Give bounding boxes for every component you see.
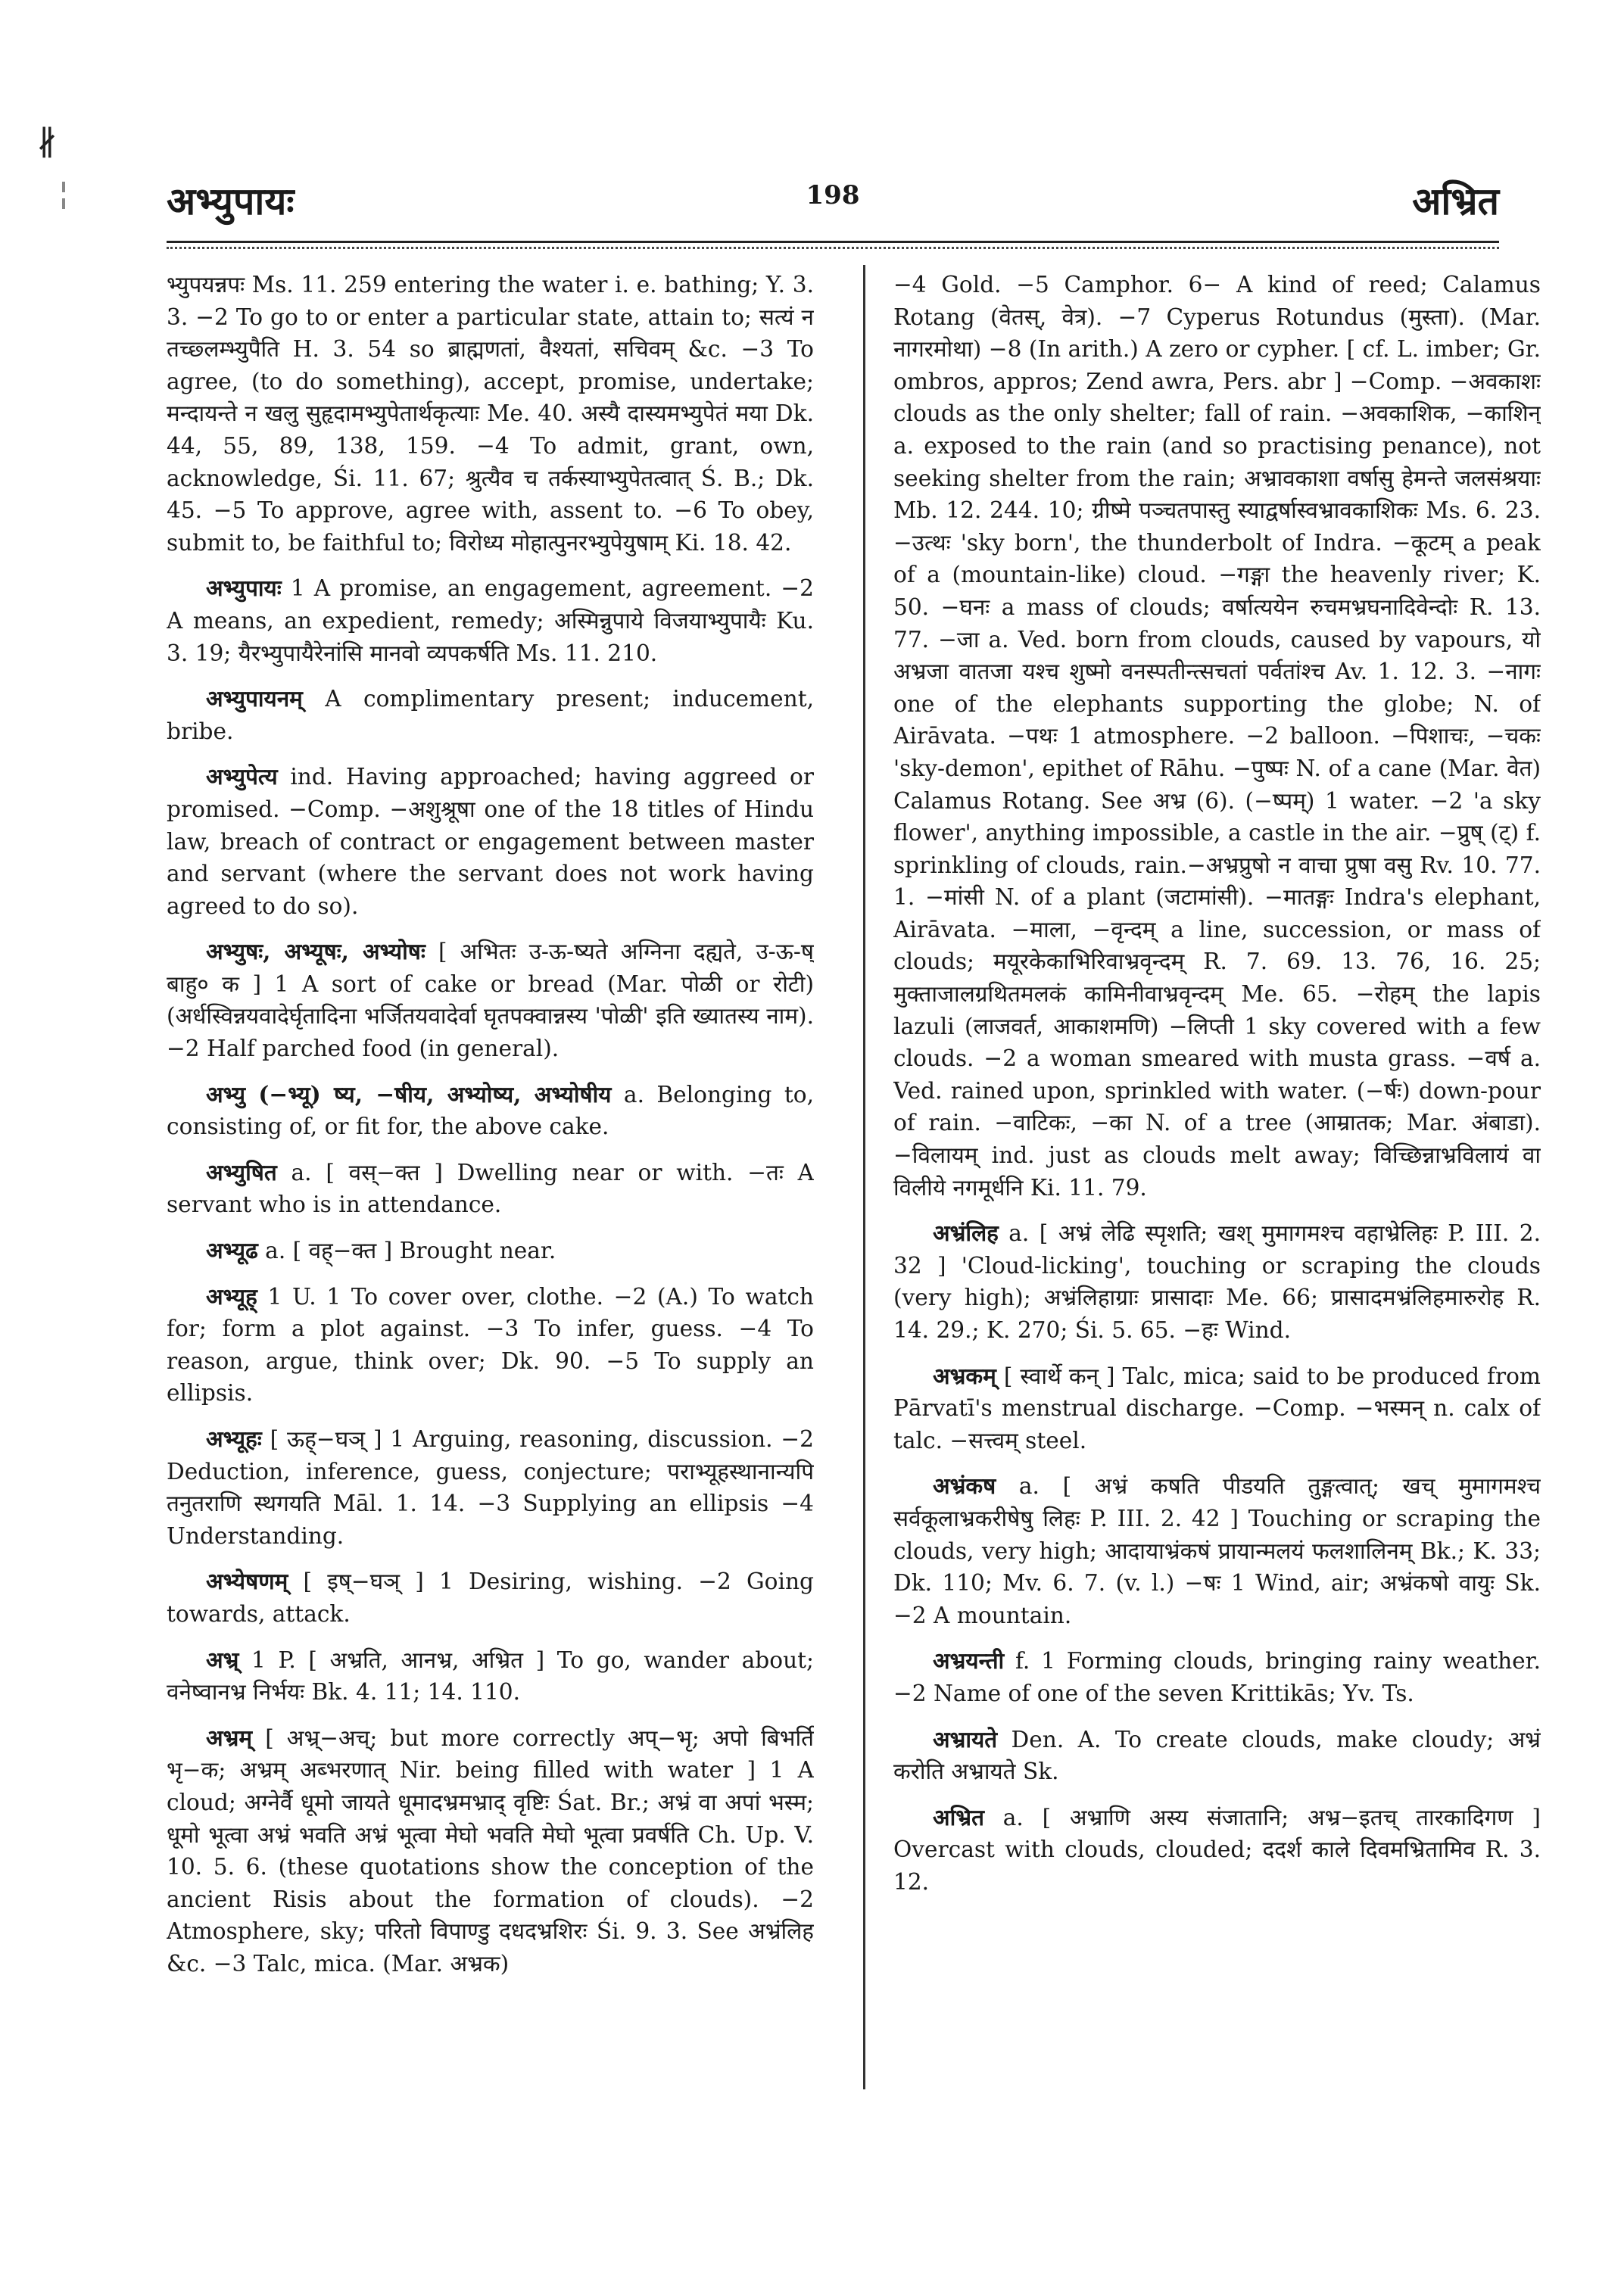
dictionary-entry <box>167 1722 814 1980</box>
entry-headword: अभ्यु (−भ्यू) ष्य, −षीय, अभ्योष्य, अभ्योषीय <box>206 1080 612 1108</box>
entry-headword: अभ्युपायनम् <box>206 685 303 712</box>
entry-text: a. [ अभ्राणि अस्य संजातानि; अभ्र−इतच् तारकादिगण ] Overcast with clouds, clouded; ददर्श काले दिवमभ्रितामिव R. 3. 12. <box>893 1804 1541 1895</box>
dictionary-entry <box>167 1566 814 1630</box>
entry-headword: अभ्रायते <box>933 1725 998 1752</box>
dictionary-entry <box>167 1157 814 1221</box>
entry-text: 1 U. 1 To cover over, clothe. −2 (A.) To watch for; form a plot against. −3 To infer, guess. −4 To reason, argue, think over; Dk. 90. −5 To supply an ellipsis. <box>167 1283 814 1407</box>
left-running-headword: अभ्युपायः <box>167 179 295 223</box>
dictionary-entry <box>893 1217 1541 1346</box>
entry-text: [ ऊह्−घञ् ] 1 Arguing, reasoning, discussion. −2 Deduction, inference, guess, conjecture; पराभ्यूहस्थानान्यपि तनुतराणि स्थगयति Māl. 1. 14. −3 Supplying an ellipsis −4 Understanding. <box>167 1426 814 1549</box>
dictionary-entry <box>167 936 814 1064</box>
right-running-headword: अभ्रित <box>1412 179 1499 223</box>
left-column <box>167 269 814 2237</box>
dictionary-entry <box>167 1423 814 1552</box>
entry-text: a. Belonging to, consisting of, or fit for, the above cake. <box>167 1081 814 1140</box>
entry-text: a. [ वस्−क्त ] Dwelling near or with. −तः A servant who is in attendance. <box>167 1159 814 1218</box>
entry-text: A complimentary present; inducement, bribe. <box>167 686 814 744</box>
entry-text: भ्युपयन्नपः Ms. 11. 259 entering the water i. e. bathing; Y. 3. 3. −2 To go to or enter a particular state, attain to; सत्यं न तच्छ्लम्भ्युपैति H. 3. 54 so ब्राह्मणतां, वैश्यतां, सचिवम् &c. −3 To agree, (to do something), accept, promise, undertake; मन्दायन्ते न खलु सुहृदामभ्युपेतार्थकृत्याः Me. 40. अस्यै दास्यमभ्युपेतं मया Dk. 44, 55, 89, 138, 159. −4 To admit, grant, own, acknowledge, Śi. 11. 67; श्रुत्यैव च तर्कस्याभ्युपेतत्वात् Ś. B.; Dk. 45. −5 To approve, agree with, assent to. −6 To obey, submit to, be faithful to; विरोध्य मोहात्पुनरभ्युपेयुषाम् Ki. 18. 42. <box>167 272 814 556</box>
entry-text: 1 P. [ अभ्रति, आनभ्र, अभ्रित ] To go, wander about; वनेष्वानभ्र निर्भयः Bk. 4. 11; 14. 110. <box>167 1647 814 1706</box>
entry-text: [ अभ्र्−अच्; but more correctly अप्−भृ; अपो बिभर्ति भृ−क; अभ्रम् अब्भरणात् Nir. being filled with water ] 1 A cloud; अग्नेर्वै धूमो जायते धूमादभ्रमभ्राद् वृष्टिः Śat. Br.; अभ्रं वा अपां भस्म; धूमो भूत्वा अभ्रं भवति अभ्रं भूत्वा मेघो भवति मेघो भूत्वा प्रवर्षति Ch. Up. V. 10. 5. 6. (these quotations show the conception of the ancient Risis about the formation of clouds). −2 Atmosphere, sky; परितो विपाण्डु दधदभ्रशिरः Śi. 9. 3. See अभ्रंलिह &c. −3 Talc, mica. (Mar. अभ्रक) <box>167 1724 814 1977</box>
dictionary-entry <box>167 1281 814 1410</box>
entry-text: [ इष्−घञ् ] 1 Desiring, wishing. −2 Going towards, attack. <box>167 1569 814 1627</box>
header-dotted-rule <box>167 247 1499 249</box>
entry-text: a. [ अभ्रं कषति पीडयति तुङ्गत्वात्; खच् मुमागमश्च सर्वकूलाभ्रकरीषेषु लिहः P. III. 2. 42 ] Touching or scraping the clouds, very high; आदायाभ्रंकषं प्रायान्मलयं फलशालिनम् Bk.; K. 33; Dk. 110; Mv. 6. 7. (v. l.) −षः 1 Wind, air; अभ्रंकषो वायुः Sk. −2 A mountain. <box>893 1473 1541 1628</box>
column-divider <box>863 265 865 2089</box>
entry-text: ind. Having approached; having aggreed or promised. −Comp. −अशुश्रूषा one of the 18 titles of Hindu law, breach of contract or engagement between master and servant (where the servant does not work having agreed to do so). <box>167 764 814 919</box>
dictionary-entry <box>167 761 814 922</box>
dictionary-entry <box>893 1360 1541 1457</box>
entry-headword: अभ्रंलिह <box>933 1220 999 1247</box>
entry-text: [ स्वार्थे कन् ] Talc, mica; said to be produced from Pārvatī's menstrual discharge. −Comp. −भस्मन् n. calx of talc. −सत्त्वम् steel. <box>893 1363 1541 1453</box>
entry-headword: अभ्रित <box>933 1803 984 1830</box>
dictionary-entry <box>167 1235 814 1267</box>
page-header <box>167 174 1499 242</box>
entry-headword: अभ्युपायः <box>206 575 282 602</box>
dictionary-entry <box>893 1802 1541 1899</box>
dictionary-entry <box>167 683 814 747</box>
dictionary-entry <box>167 269 814 559</box>
entry-headword: अभ्रंकष <box>933 1472 996 1500</box>
entry-headword: अभ्युषः, अभ्यूषः, अभ्योषः <box>206 938 425 965</box>
header-rule <box>167 241 1499 243</box>
entry-text: −4 Gold. −5 Camphor. 6− A kind of reed; Calamus Rotang (वेतस्, वेत्र). −7 Cyperus Rotundus (मुस्ता). (Mar. नागरमोथा) −8 (In arith.) A zero or cypher. [ cf. L. imber; Gr. ombros, appros; Zend awra, Pers. abr ] −Comp. −अवकाशः clouds as the only shelter; fall of rain. −अवकाशिक, −काशिन् a. exposed to the rain (and so practising penance), not seeking shelter from the rain; अभ्रावकाशा वर्षासु हेमन्ते जलसंश्रयाः Mb. 12. 244. 10; ग्रीष्मे पञ्चतपास्तु स्याद्वर्षास्वभ्रावकाशिकः Ms. 6. 23. −उत्थः 'sky born', the thunderbolt of Indra. −कूटम् a peak of a (mountain-like) cloud. −गङ्गा the heavenly river; K. 50. −घनः a mass of clouds; वर्षात्ययेन रुचमभ्रघनादिवेन्दोः R. 13. 77. −जा a. Ved. born from clouds, caused by vapours, यो अभ्रजा वातजा यश्च शुष्मो वनस्पतीन्त्सचतां पर्वतांश्च Av. 1. 12. 3. −नागः one of the elephants supporting the globe; N. of Airāvata. −पथः 1 atmosphere. −2 balloon. −पिशाचः, −चकः 'sky-demon', epithet of Rāhu. −पुष्पः N. of a cane (Mar. वेत) Calamus Rotang. See अभ्र (6). (−ष्पम्) 1 water. −2 'a sky flower', anything impossible, a castle in the air. −प्रुष् (ट्) f. sprinkling of clouds, rain.−अभ्रप्रुषो न वाचा प्रुषा वसु Rv. 10. 77. 1. −मांसी N. of a plant (जटामांसी). −मातङ्गः Indra's elephant, Airāvata. −माला, −वृन्दम् a line, succession, or mass of clouds; मयूरकेकाभिरिवाभ्रवृन्दम् R. 7. 69. 13. 76, 16. 25; मुक्ताजालग्रथितमलकं कामिनीवाभ्रवृन्दम् Me. 65. −रोहम् the lapis lazuli (लाजवर्त, आकाशमणि) −लिप्ती 1 sky covered with a few clouds. −2 a woman smeared with musta grass. −वर्ष a. Ved. rained upon, sprinkled with water. (−र्षः) down-pour of rain. −वाटिकः, −का N. of a tree (आम्रातक; Mar. अंबाडा). −विलायम् ind. just as clouds melt away; विच्छिन्नाभ्रविलायं वा विलीये नगमूर्धनि Ki. 11. 79. <box>893 272 1541 1201</box>
entry-headword: अभ्र् <box>206 1646 239 1673</box>
entry-text: 1 A promise, an engagement, agreement. −2 A means, an expedient, remedy; अस्मिन्नुपाये विजयाभ्युपायैः Ku. 3. 19; यैरभ्युपायैरेनांसि मानवो व्यपकर्षति Ms. 11. 210. <box>167 575 814 666</box>
entry-headword: अभ्यूह् <box>206 1282 257 1310</box>
margin-rule-lower <box>62 198 65 209</box>
page-number: 198 <box>806 180 860 210</box>
entry-text: Den. A. To create clouds, make cloudy; अभ्रं करोति अभ्रायते Sk. <box>893 1726 1541 1785</box>
dictionary-entry <box>893 1470 1541 1631</box>
dictionary-entry <box>893 1645 1541 1709</box>
entry-text: a. [ अभ्रं लेढि स्पृशति; खश् मुमागमश्च वहाभ्रेलिहः P. III. 2. 32 ] 'Cloud-licking', touching or scraping the clouds (very high); अभ्रंलिहाग्राः प्रासादाः Me. 66; प्रासादमभ्रंलिहमारुरोह R. 14. 29.; K. 270; Śi. 5. 65. −हः Wind. <box>893 1220 1541 1343</box>
dictionary-entry <box>167 572 814 669</box>
dictionary-entry <box>893 1724 1541 1788</box>
entry-headword: अभ्युपेत्य <box>206 763 278 790</box>
right-column <box>893 269 1541 2237</box>
entry-headword: अभ्रकम् <box>933 1362 996 1389</box>
dictionary-entry <box>167 1079 814 1143</box>
entry-headword: अभ्रम् <box>206 1724 253 1751</box>
dictionary-entry <box>893 269 1541 1204</box>
entry-text: a. [ वह्−क्त ] Brought near. <box>265 1238 556 1264</box>
entry-text: [ अभितः उ-ऊ-ष्यते अग्निना दह्यते, उ-ऊ-ष् बाहु० क ] 1 A sort of cake or bread (Mar. पोळी or रोटी) (अर्धस्विन्नयवादेर्घृतादिना भर्जितयवादेर्वा घृतपक्वान्नस्य 'पोळी' इति ख्यातस्य नाम). −2 Half parched food (in general). <box>167 939 814 1062</box>
entry-headword: अभ्यूढ <box>206 1237 258 1264</box>
entry-headword: अभ्रयन्ती <box>933 1647 1005 1675</box>
margin-mark: ∦ <box>36 124 58 163</box>
entry-text: f. 1 Forming clouds, bringing rainy weather. −2 Name of one of the seven Krittikās; Yv. Ts. <box>893 1648 1541 1706</box>
margin-rule-upper <box>62 182 65 192</box>
entry-headword: अभ्येषणम् <box>206 1568 288 1595</box>
entry-headword: अभ्यूहः <box>206 1425 262 1452</box>
entry-headword: अभ्युषित <box>206 1158 277 1185</box>
dictionary-entry <box>167 1644 814 1709</box>
